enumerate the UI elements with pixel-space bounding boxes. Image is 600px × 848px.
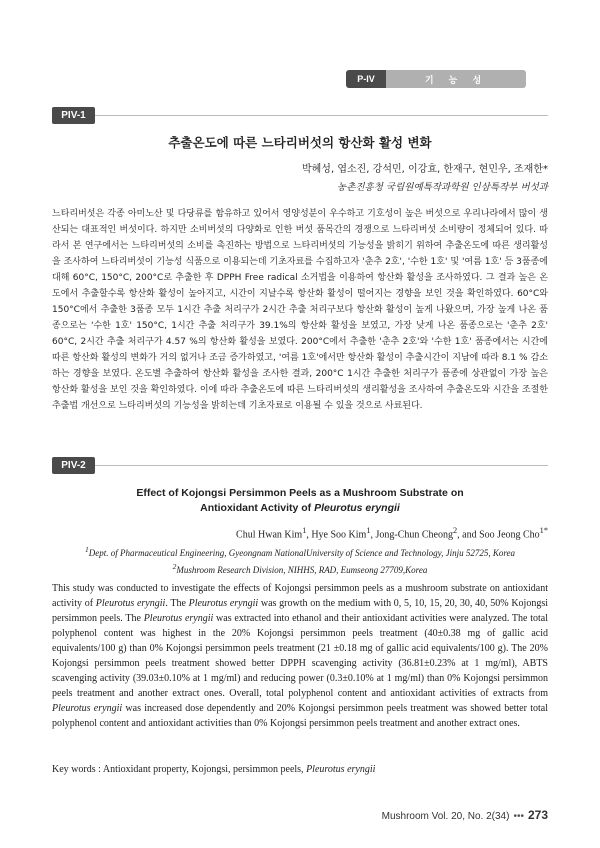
species-name: Pleurotus eryngii <box>52 703 123 714</box>
paper2-title <box>52 486 548 516</box>
author-sup: 1* <box>539 526 548 535</box>
paper2-authors <box>236 526 548 540</box>
species-name: Pleurotus eryngii <box>95 598 166 609</box>
body-text: was increased dose dependently and 20% Kojongsi persimmon peels treatment was showed better total polyphenol content and antioxidant activities than 0% Kojongsi persimmon peels treatment and another extract ones. <box>52 703 549 729</box>
divider-line <box>52 115 548 116</box>
paper1-title: 추출온도에 따른 느타리버섯의 항산화 활성 변화 <box>168 135 432 150</box>
abstract-badge-1: PIV-1 <box>52 107 95 124</box>
affil-text: Mushroom Research Division, NIHHS, RAD, Eumseong 27709,Korea <box>176 565 428 575</box>
author-sup: 1 <box>366 526 371 535</box>
author: Chul Hwan Kim <box>236 529 303 541</box>
affil-sup: 2 <box>172 562 177 571</box>
author: , Hye Soo Kim <box>306 529 367 541</box>
affil-text: Dept. of Pharmaceutical Engineering, Gyeongnam NationalUniversity of Science and Technology, Jinju 52725, Korea <box>88 548 515 558</box>
page-footer <box>382 808 548 822</box>
paper2-body <box>52 581 548 731</box>
body-text: This study was conducted to investigate the effects of Kojongsi persimmon peels as a mushroom substrate on antioxidant activity of <box>52 583 548 609</box>
body-text: was growth on the medium with 0, 5, 10, 15, 20, 30, 40, 50% Kojongsi persimmon peels. The <box>52 598 549 624</box>
paper1-body: 느타리버섯은 각종 아미노산 및 다당류를 함유하고 있어서 영양성분이 우수하고 기호성이 높은 버섯으로 우리나라에서 많이 생산되는 대표적인 버섯이다. 하지만 소비버섯의 다양화로 인한 버섯 품목간의 경쟁으로 느타리버섯 소비량이 정체되어 있다. 따라서 본 연구에서는 느타리버섯의 소비를 촉진하는 방법으로 느타리버섯의 기능성을 밝히기 위하여 추출온도에 따른 생리활성을 조사하여 느타리버섯이 기능성 식품으로 이용되는데 기초자료를 수집하고자 '춘추 2호', '수한 1호' 및 '여름 1호' 등 3품종에 대해 60°C, 150°C, 200°C로 추출한 후 DPPH Free radical 소거법을 이용하여 항산화 활성을 조사하였다. 그 결과 높은 온도에서 추출할수록 항산화 활성이 높아지고, 시간이 지날수록 항산화 활성이 떨어지는 경향을 보인 것을 확인하였다. 60°C와 150°C에서 추출한 3품종 모두 1시간 추출 처리구가 2시간 추출 처리구보다 항산화 활성이 높게 나왔으며, 가장 높게 나온 품종으로는 '수한 1호' 150°C, 1시간 추출 처리구가 39.1%의 항산화 활성을 보였고, 가장 낮게 나온 품종으로는 '춘추 2호' 60°C, 2시간 추출 처리구가 4.57 %의 항산화 활성을 보였다. 200°C에서 추출한 '춘추 2호'와 '수한 1호' 품종에서는 시간에 따른 항산화 활성의 변화가 거의 없거나 조금 증가하였고, '여름 1호'에서만 항산화 활성이 추출시간이 지남에 따라 8.1 % 감소하는 경향을 보였다. 온도별 추출하여 항산화 활성을 조사한 결과, 200°C 1시간 추출한 처리구가 품종에 상관없이 가장 높은 항산화 활성을 보인 것을 확인하였다. 이에 따라 추출온도에 따른 느타리버섯의 생리활성을 조사하여 추출온도와 시간을 조절한 추출법 개선으로 느타리버섯의 기능성을 밝히는데 기초자료로 이용될 수 있을 것으로 사료된다. <box>52 209 548 411</box>
paper2-keywords <box>52 764 548 775</box>
abstract-badge-2: PIV-2 <box>52 457 95 474</box>
keywords-species: Pleurotus eryngii <box>306 764 376 775</box>
paper2-affiliations <box>52 543 548 577</box>
author-sup: 1 <box>302 526 307 535</box>
section-code: P-IV <box>346 70 386 88</box>
keywords-text: Antioxidant property, Kojongsi, persimmon peels, <box>102 764 307 775</box>
section-category: 기 능 성 <box>386 70 526 88</box>
body-text: . The <box>165 598 189 609</box>
author: , and Soo Jeong Cho <box>457 529 540 541</box>
section-header <box>346 70 526 88</box>
affiliation-2 <box>52 560 548 577</box>
author-sup: 2 <box>453 526 458 535</box>
footer-dots: ••• <box>513 811 524 822</box>
author: , Jong-Chun Cheong <box>370 529 453 541</box>
divider-line <box>52 465 548 466</box>
paper2-title-line1: Effect of Kojongsi Persimmon Peels as a Mushroom Substrate on <box>136 487 464 499</box>
keywords-label: Key words : <box>52 764 103 775</box>
journal-info: Mushroom Vol. 20, No. 2(34) <box>381 811 510 822</box>
title-species: Pleurotus eryngii <box>314 502 400 514</box>
affil-sup: 1 <box>84 545 89 554</box>
paper2-title-line2 <box>52 501 548 516</box>
title-text: Antioxidant Activity of <box>200 502 315 514</box>
paper1-authors: 박혜성, 엽소진, 강석민, 이강효, 한재구, 현민우, 조재한* <box>301 164 548 175</box>
species-name: Pleurotus eryngii <box>188 598 259 609</box>
body-text: was extracted into ethanol and their antioxidant activities were analyzed. The total polyphenol content was highest in the 20% Kojongsi persimmon peels treatment (40±0.38 mg of gallic acid equivalents/100 g) than 0% Kojongsi persimmon peels treatment (21 ±0.18 mg of gallic acid equivalents/100 g). The 20% Kojongsi persimmon peels treatment showed better DPPH scavenging activity (36.81±0.23% at 1 mg/ml), ABTS scavenging activity (39.03±0.10% at 1 mg/ml) and reducing power (0.3±0.10% at 1 mg/ml) than 0% Kojongsi persimmon peels treatment and another extract ones. Overall, total polyphenol content and antioxidant activities of extracts from <box>52 613 549 699</box>
page-number: 273 <box>527 808 548 822</box>
paper1-affiliation: 농촌진흥청 국립원예특작과학원 인삼특작부 버섯과 <box>337 182 548 193</box>
affiliation-1 <box>52 543 548 560</box>
species-name: Pleurotus eryngii <box>143 613 214 624</box>
